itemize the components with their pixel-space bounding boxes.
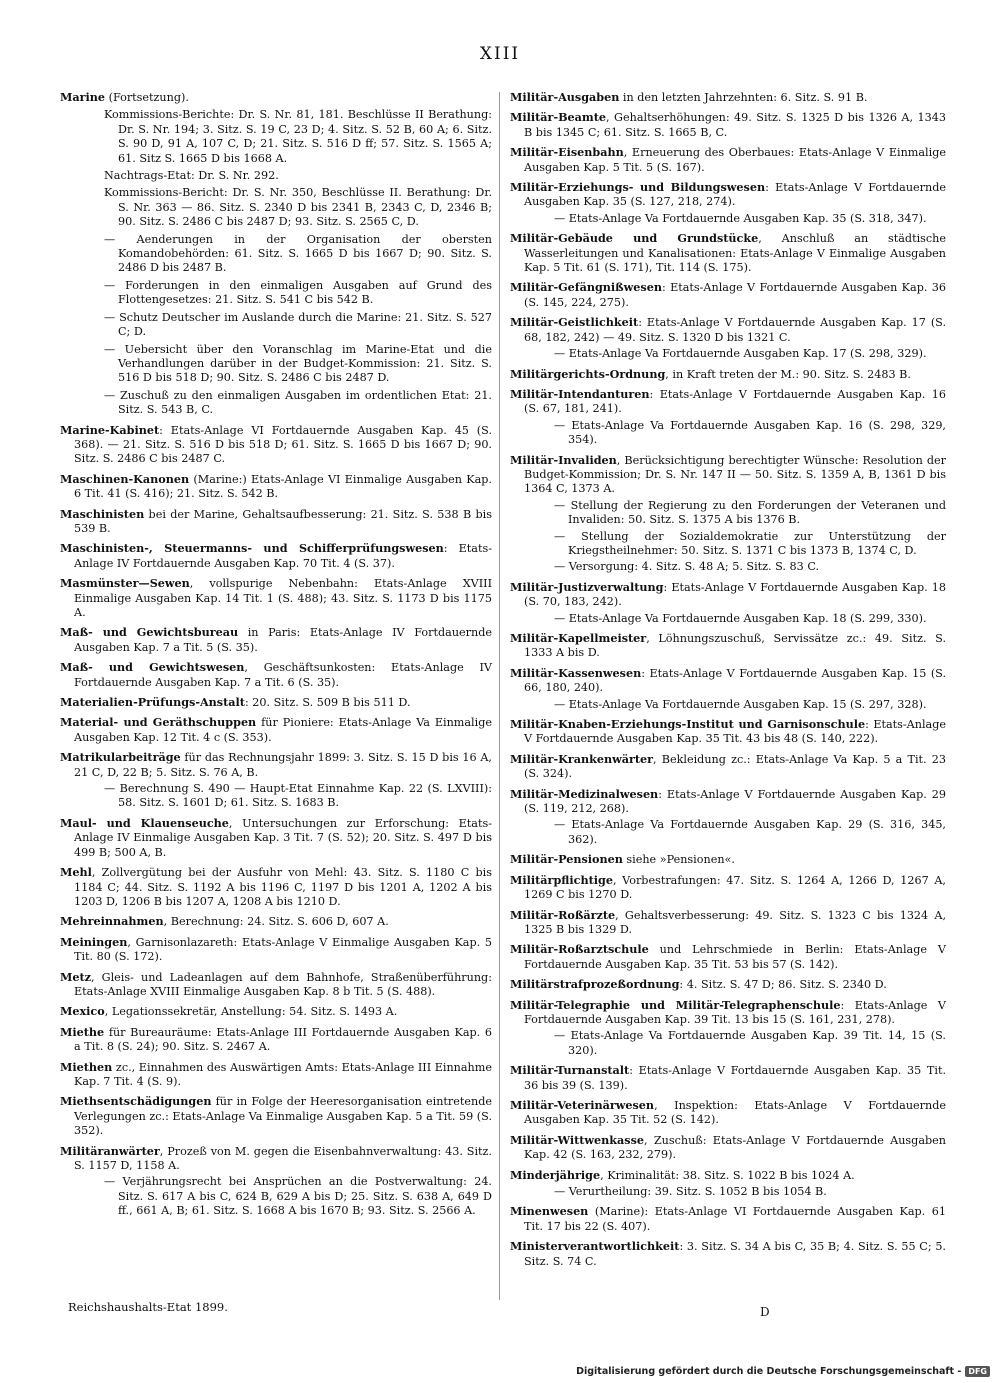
entry-text: — Versorgung: 4. Sitz. S. 48 A; 5. Sitz. S. 83 C. xyxy=(554,560,820,574)
entry-text: für das Rechnungsjahr 1899: 3. Sitz. S. 15 D bis 16 A, 21 C, D, 22 B; 5. Sitz. S. 76 A, B. xyxy=(74,751,492,779)
entry-text: , Gleis- und Ladeanlagen auf dem Bahnhofe, Straßenüberführung: Etats-Anlage XVIII Einmalige Ausgaben Kap. 8 b Tit. 5 (S. 488). xyxy=(74,970,492,998)
index-entry xyxy=(510,631,946,661)
index-entry xyxy=(554,818,946,847)
index-entry xyxy=(60,914,492,929)
entry-text: , Gehaltserhöhungen: 49. Sitz. S. 1325 D bis 1326 A, 1343 B bis 1345 C; 61. Sitz. S. 1665 B, C. xyxy=(524,111,946,139)
entry-text: für Pioniere: Etats-Anlage Va Einmalige Ausgaben Kap. 12 Tit. 4 c (S. 353). xyxy=(74,716,492,744)
right-column xyxy=(510,90,946,1274)
index-entry xyxy=(554,419,946,448)
entry-headword: Mehreinnahmen xyxy=(60,914,164,929)
entry-headword: Militär-Gebäude und Grundstücke xyxy=(510,231,759,246)
entry-headword: Mexico xyxy=(60,1004,105,1019)
index-entry xyxy=(554,612,946,626)
entry-text: : Etats-Anlage V Fortdauernde Ausgaben Kap. 17 (S. 68, 182, 242) — 49. Sitz. S. 1320 D bis 1321 C. xyxy=(524,316,946,344)
entry-headword: Militär-Wittwenkasse xyxy=(510,1132,645,1147)
entry-text: , Berechnung: 24. Sitz. S. 606 D, 607 A. xyxy=(163,915,389,929)
entry-text: : Etats-Anlage V Fortdauernde Ausgaben Kap. 35 Tit. 43 bis 48 (S. 140, 222). xyxy=(524,718,946,746)
index-entry xyxy=(554,560,946,574)
entry-headword: Militär-Roßarztschule xyxy=(510,942,649,957)
index-entry xyxy=(104,233,492,276)
index-entry xyxy=(510,1098,946,1128)
entry-headword: Meiningen xyxy=(60,934,128,949)
entry-headword: Maß- und Gewichtsbureau xyxy=(60,625,239,640)
index-entry xyxy=(510,180,946,210)
funding-text: Digitalisierung gefördert durch die Deutsche Forschungsgemeinschaft - xyxy=(576,1366,962,1377)
entry-text: , Inspektion: Etats-Anlage V Fortdauernde Ausgaben Kap. 35 Tit. 52 (S. 142). xyxy=(524,1098,946,1127)
entry-text: Kommissions-Bericht: Dr. S. Nr. 350, Beschlüsse II. Berathung: Dr. S. Nr. 363 — 86. Sitz. S. 2340 D bis 2341 B, 2343 C, D, 2346 B; 90. Sitz. S. 2486 C bis 2487 D; 93. Sitz. S. 2565 C, D. xyxy=(104,186,492,229)
index-entry xyxy=(554,1029,946,1058)
entry-text: (Marine:) Etats-Anlage VI Einmalige Ausgaben Kap. 6 Tit. 41 (S. 416); 21. Sitz. S. 542 B. xyxy=(74,472,492,501)
index-entry xyxy=(60,750,492,780)
entry-headword: Militär-Invaliden xyxy=(510,452,617,467)
entry-text: : Etats-Anlage V Fortdauernde Ausgaben Kap. 36 (S. 145, 224, 275). xyxy=(524,281,946,309)
index-entry xyxy=(60,695,492,710)
index-entry xyxy=(104,279,492,308)
entry-text: und Lehrschmiede in Berlin: Etats-Anlage V Fortdauernde Ausgaben Kap. 35 Tit. 53 bis 57 (S. 142). xyxy=(524,943,946,971)
entry-text: — Uebersicht über den Voranschlag im Marine-Etat und die Verhandlungen darüber in der Budget-Kommission: 21. Sitz. S. 516 D bis 518 D; 90. Sitz. S. 2486 C bis 2487 D. xyxy=(104,342,492,385)
entry-text: in den letzten Jahrzehnten: 6. Sitz. S. 91 B. xyxy=(619,91,868,104)
index-entry xyxy=(60,1060,492,1090)
index-entry xyxy=(510,453,946,497)
entry-headword: Militär-Medizinalwesen xyxy=(510,786,659,801)
entry-text: — Schutz Deutscher im Auslande durch die Marine: 21. Sitz. S. 527 C; D. xyxy=(104,310,492,339)
entry-text: , Vorbestrafungen: 47. Sitz. S. 1264 A, 1266 D, 1267 A, 1269 C bis 1270 D. xyxy=(524,873,946,902)
index-entry xyxy=(60,507,492,537)
index-entry xyxy=(510,666,946,696)
index-entry xyxy=(60,1025,492,1055)
entry-headword: Militärstrafprozeßordnung xyxy=(510,977,680,992)
index-entry xyxy=(60,1144,492,1174)
index-entry xyxy=(510,717,946,747)
entry-text: — Stellung der Regierung zu den Forderungen der Veteranen und Invaliden: 50. Sitz. S. 1375 A bis 1376 B. xyxy=(554,498,946,527)
entry-text: — Verurtheilung: 39. Sitz. S. 1052 B bis 1054 B. xyxy=(554,1185,827,1198)
entry-text: : Etats-Anlage V Fortdauernde Ausgaben Kap. 35 Tit. 36 bis 39 (S. 139). xyxy=(524,1064,946,1092)
entry-text: , Berücksichtigung berechtigter Wünsche: Resolution der Budget-Kommission; Dr. S. Nr. 147 II — 50. Sitz. S. 1359 A, B, 1361 D bis 1364 C, 1373 A. xyxy=(524,453,946,496)
index-entry xyxy=(510,315,946,345)
index-entry xyxy=(60,90,492,105)
column-divider xyxy=(499,92,500,1300)
index-entry xyxy=(104,311,492,340)
index-entry xyxy=(510,1133,946,1163)
index-entry xyxy=(60,1004,492,1019)
signature-mark: D xyxy=(760,1305,770,1319)
entry-headword: Militär-Pensionen xyxy=(510,852,623,867)
entry-headword: Militär-Geistlichkeit xyxy=(510,315,639,330)
entry-text: — Stellung der Sozialdemokratie zur Unterstützung der Kriegstheilnehmer: 50. Sitz. S. 1371 C bis 1373 B, 1374 C, D. xyxy=(554,529,946,557)
index-entry xyxy=(510,852,946,867)
entry-text: : Etats-Anlage VI Fortdauernde Ausgaben Kap. 45 (S. 368). — 21. Sitz. S. 516 D bis 518 D; 61. Sitz. S. 1665 D bis 1667 D; 90. Sitz. S. 2486 C bis 2487 C. xyxy=(74,423,492,466)
entry-text: , Garnisonlazareth: Etats-Anlage V Einmalige Ausgaben Kap. 5 Tit. 80 (S. 172). xyxy=(74,935,492,964)
entry-text: : Etats-Anlage V Fortdauernde Ausgaben Kap. 15 (S. 66, 180, 240). xyxy=(524,666,946,695)
index-entry xyxy=(554,1185,946,1199)
entry-text: : Etats-Anlage IV Fortdauernde Ausgaben Kap. 70 Tit. 4 (S. 37). xyxy=(74,542,492,570)
index-entry xyxy=(510,787,946,817)
entry-text: , Erneuerung des Oberbaues: Etats-Anlage V Einmalige Ausgaben Kap. 5 Tit. 5 (S. 167). xyxy=(524,146,946,174)
left-column xyxy=(60,90,492,1224)
entry-headword: Miethen xyxy=(60,1059,113,1074)
entry-headword: Militär-Kapellmeister xyxy=(510,631,647,645)
entry-headword: Ministerverantwortlichkeit xyxy=(510,1239,680,1254)
entry-text: siehe »Pensionen«. xyxy=(622,853,735,867)
index-entry xyxy=(510,908,946,938)
index-entry xyxy=(510,942,946,972)
entry-text: für Bureauräume: Etats-Anlage III Fortdauernde Ausgaben Kap. 6 a Tit. 8 (S. 24); 90. Sitz. S. 2467 A. xyxy=(74,1025,492,1054)
entry-headword: Miethsentschädigungen xyxy=(60,1094,212,1109)
entry-headword: Minderjährige xyxy=(510,1167,601,1182)
entry-headword: Militär-Justizverwaltung xyxy=(510,579,664,594)
entry-headword: Materialien-Prüfungs-Anstalt xyxy=(60,695,245,710)
index-entry xyxy=(60,865,492,909)
entry-text: , Kriminalität: 38. Sitz. S. 1022 B bis 1024 A. xyxy=(600,1168,855,1182)
entry-headword: Militär-Erziehungs- und Bildungswesen xyxy=(510,180,766,195)
entry-text: in Paris: Etats-Anlage IV Fortdauernde Ausgaben Kap. 7 a Tit. 5 (S. 35). xyxy=(74,626,492,654)
entry-headword: Militär-Kassenwesen xyxy=(510,665,642,680)
index-entry xyxy=(60,625,492,655)
entry-text: bei der Marine, Gehaltsaufbesserung: 21. Sitz. S. 538 B bis 539 B. xyxy=(74,507,492,535)
entry-headword: Militär-Gefängnißwesen xyxy=(510,280,662,295)
entry-text: — Etats-Anlage Va Fortdauernde Ausgaben Kap. 18 (S. 299, 330). xyxy=(554,611,927,625)
index-entry xyxy=(60,816,492,860)
entry-headword: Maschinen-Kanonen xyxy=(60,471,190,486)
entry-headword: Militär-Krankenwärter xyxy=(510,751,654,766)
index-entry xyxy=(60,1094,492,1138)
entry-headword: Miethe xyxy=(60,1024,105,1039)
index-entry xyxy=(104,108,492,166)
entry-headword: Maul- und Klauenseuche xyxy=(60,815,229,830)
entry-headword: Militär-Veterinärwesen xyxy=(510,1097,655,1112)
index-entry xyxy=(510,752,946,782)
entry-headword: Minenwesen xyxy=(510,1204,589,1219)
index-entry xyxy=(60,472,492,502)
entry-text: Nachtrags-Etat: Dr. S. Nr. 292. xyxy=(104,169,279,183)
index-entry xyxy=(510,387,946,417)
index-entry xyxy=(510,110,946,140)
index-entry xyxy=(60,935,492,965)
entry-text: , in Kraft treten der M.: 90. Sitz. S. 2483 B. xyxy=(665,367,911,381)
index-entry xyxy=(554,212,946,226)
index-entry xyxy=(554,499,946,528)
index-entry xyxy=(510,280,946,310)
entry-headword: Material- und Geräthschuppen xyxy=(60,715,257,730)
index-entry xyxy=(60,423,492,467)
entry-headword: Militär-Turnanstalt xyxy=(510,1063,630,1078)
entry-text: , Prozeß von M. gegen die Eisenbahnverwaltung: 43. Sitz. S. 1157 D, 1158 A. xyxy=(74,1144,492,1172)
entry-text: : 4. Sitz. S. 47 D; 86. Sitz. S. 2340 D. xyxy=(679,978,887,992)
entry-text: : Etats-Anlage V Fortdauernde Ausgaben Kap. 35 (S. 127, 218, 274). xyxy=(524,181,947,209)
entry-text: (Marine): Etats-Anlage VI Fortdauernde Ausgaben Kap. 61 Tit. 17 bis 22 (S. 407). xyxy=(524,1205,946,1233)
index-entry xyxy=(510,1063,946,1093)
entry-text: , Zollvergütung bei der Ausfuhr von Mehl: 43. Sitz. S. 1180 C bis 1184 C; 44. Sitz. S. 1192 A bis 1196 C, 1197 D bis 1201 A, 1202 A bis 1203 D, 1206 B bis 1207 A, 1208 A bis 1210 D. xyxy=(74,866,492,908)
entry-text: , Geschäftsunkosten: Etats-Anlage IV Fortdauernde Ausgaben Kap. 7 a Tit. 6 (S. 35). xyxy=(74,661,493,689)
entry-text: : Etats-Anlage V Fortdauernde Ausgaben Kap. 39 Tit. 13 bis 15 (S. 161, 231, 278). xyxy=(524,998,947,1026)
entry-text: , Untersuchungen zur Erforschung: Etats-Anlage IV Einmalige Ausgaben Kap. 3 Tit. 7 (S. 52); 20. Sitz. S. 497 D bis 499 B; 500 A, B. xyxy=(74,816,492,859)
index-entry xyxy=(104,169,492,183)
entry-headword: Masmünster—Sewen xyxy=(60,576,190,591)
index-entry xyxy=(554,530,946,559)
entry-text: : Etats-Anlage V Fortdauernde Ausgaben Kap. 18 (S. 70, 183, 242). xyxy=(524,580,946,609)
entry-text: , Zuschuß: Etats-Anlage V Fortdauernde Ausgaben Kap. 42 (S. 163, 232, 279). xyxy=(524,1133,946,1162)
index-entry xyxy=(104,782,492,811)
entry-text: , Bekleidung zc.: Etats-Anlage Va Kap. 5 a Tit. 23 (S. 324). xyxy=(524,752,946,781)
index-entry xyxy=(104,389,492,418)
entry-text: — Aenderungen in der Organisation der obersten Komandobehörden: 61. Sitz. S. 1665 D bis 1667 D; 90. Sitz. S. 2486 D bis 2487 B. xyxy=(104,232,492,275)
index-entry xyxy=(104,186,492,229)
entry-text: — Zuschuß zu den einmaligen Ausgaben im ordentlichen Etat: 21. Sitz. S. 543 B, C. xyxy=(104,388,492,417)
page-number: XIII xyxy=(479,44,521,64)
index-entry xyxy=(554,698,946,712)
entry-headword: Militär-Beamte xyxy=(510,110,607,125)
index-entry xyxy=(60,576,492,620)
index-entry xyxy=(104,343,492,386)
entry-text: zc., Einnahmen des Auswärtigen Amts: Etats-Anlage III Einnahme Kap. 7 Tit. 4 (S. 9). xyxy=(74,1060,492,1088)
entry-headword: Militärpflichtige xyxy=(510,872,613,887)
entry-headword: Marine-Kabinet xyxy=(60,422,160,437)
index-entry xyxy=(510,1239,946,1269)
entry-text: Kommissions-Berichte: Dr. S. Nr. 81, 181. Beschlüsse II Berathung: Dr. S. Nr. 194; 3. Sitz. S. 19 C, 23 D; 4. Sitz. S. 52 B, 60 A; 6. Sitz. S. 90 D, 91 A, 107 C, D; 21. Sitz. S. 516 D ff; 57. Sitz. S. 1565 A; 61. Sitz S. 1665 D bis 1668 A. xyxy=(104,108,492,165)
entry-headword: Maß- und Gewichtswesen xyxy=(60,660,245,675)
entry-text: — Forderungen in den einmaligen Ausgaben auf Grund des Flottengesetzes: 21. Sitz. S. 541 C bis 542 B. xyxy=(104,278,492,307)
index-entry xyxy=(60,660,492,690)
index-entry xyxy=(510,873,946,903)
entry-headword: Marine xyxy=(60,90,106,104)
entry-text: , vollspurige Nebenbahn: Etats-Anlage XVIII Einmalige Ausgaben Kap. 14 Tit. 1 (S. 488); 43. Sitz. S. 1173 D bis 1175 A. xyxy=(74,577,492,619)
index-entry xyxy=(510,145,946,175)
entry-headword: Militäranwärter xyxy=(60,1143,160,1158)
entry-headword: Militär-Roßärzte xyxy=(510,907,616,922)
entry-headword: Militär-Telegraphie und Militär-Telegraphenschule xyxy=(510,997,841,1012)
entry-text: — Etats-Anlage Va Fortdauernde Ausgaben Kap. 17 (S. 298, 329). xyxy=(554,347,927,361)
funding-note xyxy=(576,1366,990,1377)
index-entry xyxy=(510,367,946,382)
index-entry xyxy=(510,231,946,275)
entry-headword: Militär-Intendanturen xyxy=(510,386,650,401)
index-entry xyxy=(60,970,492,1000)
entry-text: (Fortsetzung). xyxy=(105,91,189,104)
entry-headword: Mehl xyxy=(60,865,92,880)
entry-headword: Maschinisten-, Steuermanns- und Schifferprüfungswesen xyxy=(60,541,444,556)
entry-headword: Militär-Knaben-Erziehungs-Institut und Garnisonschule xyxy=(510,717,866,732)
entry-text: , Gehaltsverbesserung: 49. Sitz. S. 1323 C bis 1324 A, 1325 B bis 1329 D. xyxy=(524,908,946,936)
entry-text: : Etats-Anlage V Fortdauernde Ausgaben Kap. 29 (S. 119, 212, 268). xyxy=(524,787,946,816)
entry-headword: Metz xyxy=(60,969,92,984)
index-entry xyxy=(104,1175,492,1218)
index-entry xyxy=(510,90,946,105)
index-entry xyxy=(510,1204,946,1234)
entry-text: — Verjährungsrecht bei Ansprüchen an die Postverwaltung: 24. Sitz. S. 617 A bis C, 624 B, 629 A bis D; 25. Sitz. S. 638 A, 649 D ff., 661 A, B; 61. Sitz. S. 1668 A bis 1670 B; 93. Sitz. S. 2566 A. xyxy=(104,1175,492,1218)
entry-text: für in Folge der Heeresorganisation eintretende Verlegungen zc.: Etats-Anlage Va Einmalige Ausgaben Kap. 5 a Tit. 59 (S. 352). xyxy=(74,1095,492,1138)
entry-text: — Etats-Anlage Va Fortdauernde Ausgaben Kap. 35 (S. 318, 347). xyxy=(554,211,927,225)
entry-text: — Berechnung S. 490 — Haupt-Etat Einnahme Kap. 22 (S. LXVIII): 58. Sitz. S. 1601 D; 61. Sitz. S. 1683 B. xyxy=(104,782,492,810)
index-entry xyxy=(554,347,946,361)
entry-headword: Maschinisten xyxy=(60,506,145,521)
entry-headword: Militärgerichts-Ordnung xyxy=(510,366,666,381)
dfg-logo: DFG xyxy=(965,1366,990,1377)
entry-text: — Etats-Anlage Va Fortdauernde Ausgaben Kap. 39 Tit. 14, 15 (S. 320). xyxy=(554,1029,946,1057)
entry-text: — Etats-Anlage Va Fortdauernde Ausgaben Kap. 16 (S. 298, 329, 354). xyxy=(554,418,946,447)
entry-text: : 20. Sitz. S. 509 B bis 511 D. xyxy=(244,696,411,710)
entry-text: — Etats-Anlage Va Fortdauernde Ausgaben Kap. 29 (S. 316, 345, 362). xyxy=(554,818,946,846)
entry-text: — Etats-Anlage Va Fortdauernde Ausgaben Kap. 15 (S. 297, 328). xyxy=(554,697,927,711)
index-entry xyxy=(510,998,946,1028)
footer-title: Reichshaushalts-Etat 1899. xyxy=(68,1300,228,1314)
index-entry xyxy=(60,541,492,571)
index-entry xyxy=(60,715,492,745)
index-entry xyxy=(510,1168,946,1183)
entry-text: , Löhnungszuschuß, Servissätze zc.: 49. Sitz. S. 1333 A bis D. xyxy=(524,632,946,660)
index-entry xyxy=(510,580,946,610)
entry-text: : Etats-Anlage V Fortdauernde Ausgaben Kap. 16 (S. 67, 181, 241). xyxy=(524,387,946,416)
entry-headword: Matrikularbeiträge xyxy=(60,750,181,765)
index-entry xyxy=(510,977,946,992)
entry-text: , Anschluß an städtische Wasserleitungen und Kanalisationen: Etats-Anlage V Einmalige Ausgaben Kap. 5 Tit. 61 (S. 171), Tit. 114 (S. 175). xyxy=(524,232,946,275)
entry-headword: Militär-Ausgaben xyxy=(510,90,620,104)
entry-headword: Militär-Eisenbahn xyxy=(510,145,624,160)
entry-text: , Legationssekretär, Anstellung: 54. Sitz. S. 1493 A. xyxy=(104,1005,398,1019)
entry-text: : 3. Sitz. S. 34 A bis C, 35 B; 4. Sitz. S. 55 C; 5. Sitz. S. 74 C. xyxy=(524,1240,946,1268)
